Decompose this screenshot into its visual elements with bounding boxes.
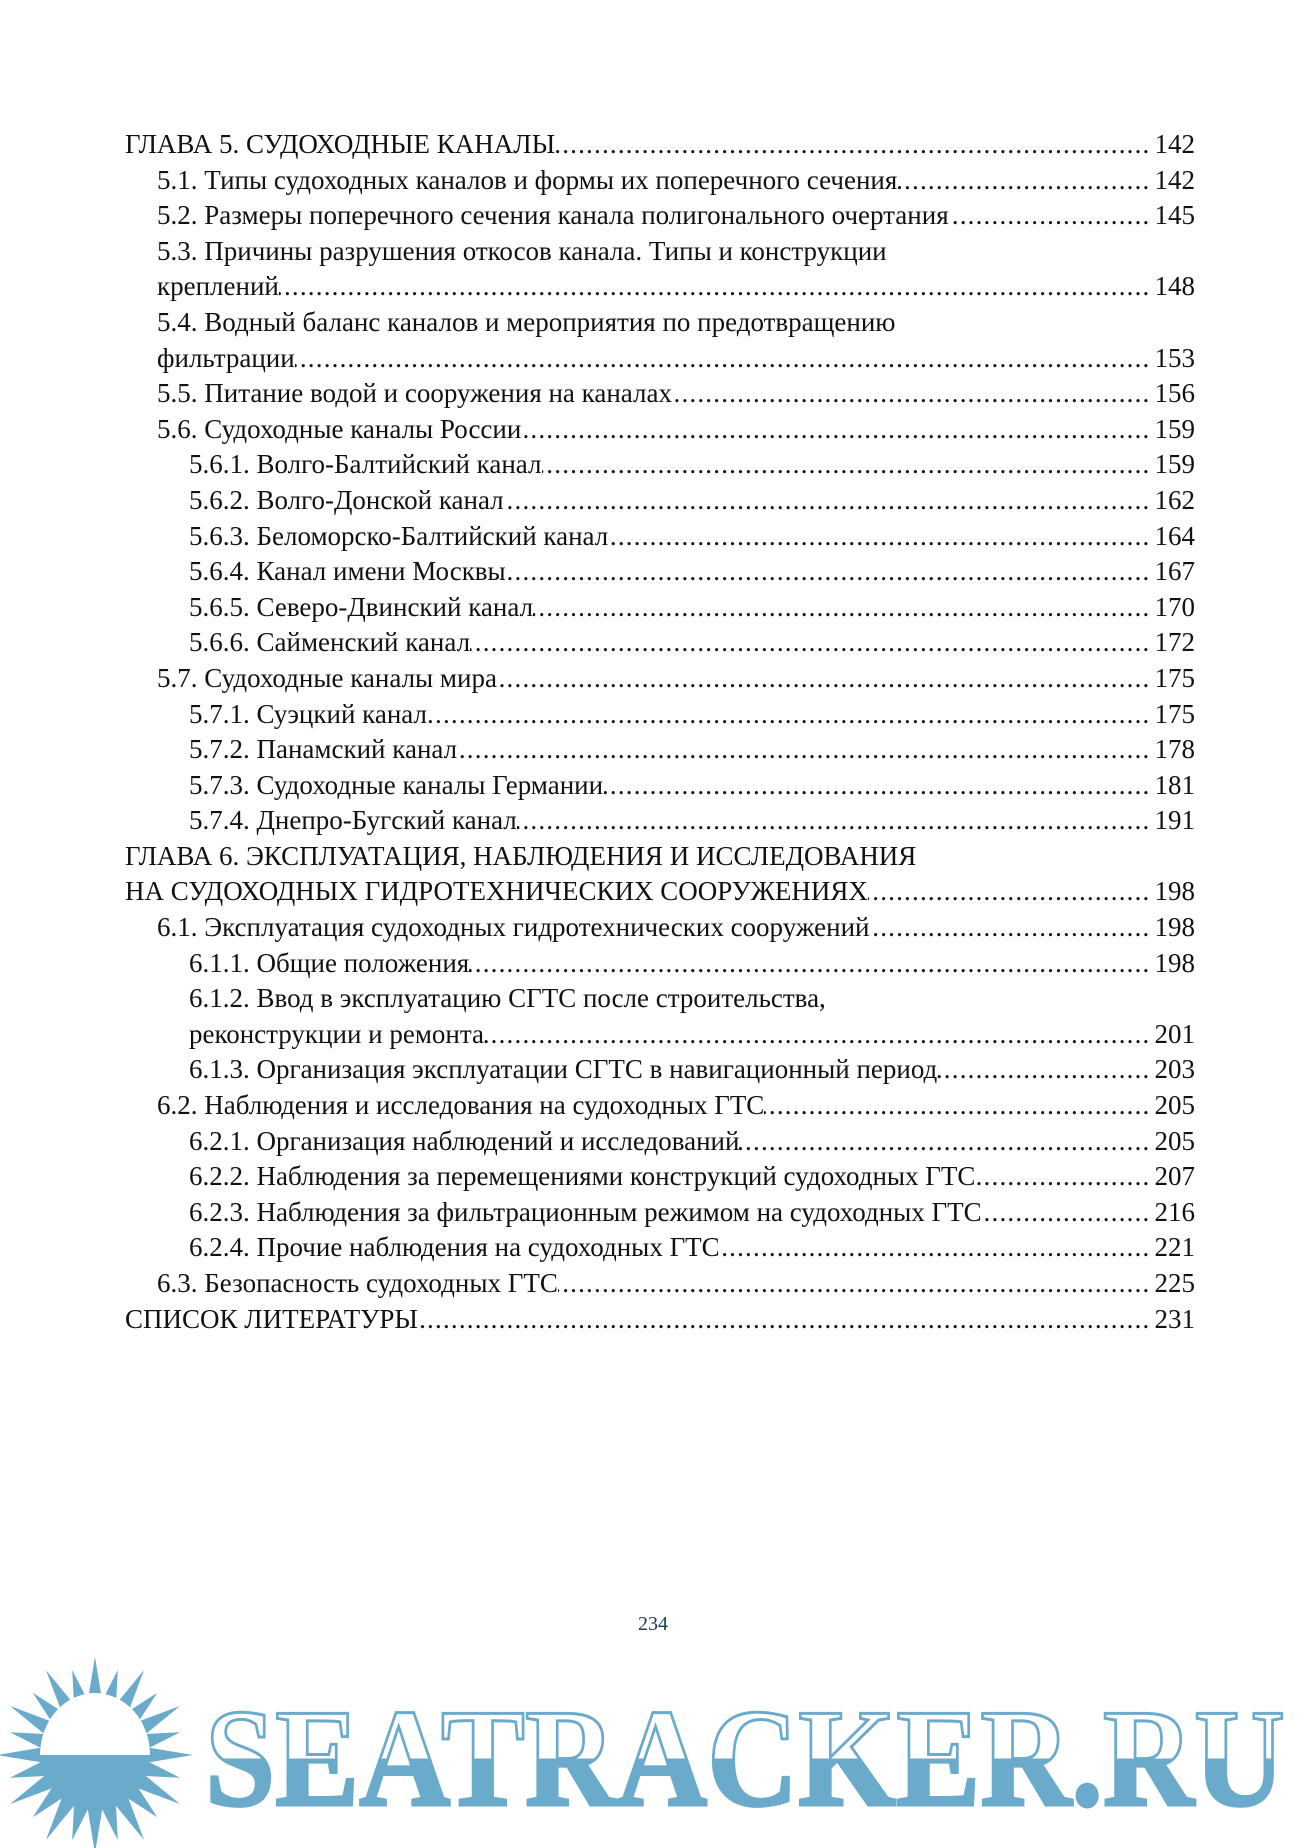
toc-entry[interactable] bbox=[125, 839, 1195, 875]
dot-leader bbox=[603, 768, 1154, 804]
toc-entry-page: 156 bbox=[1154, 378, 1195, 409]
toc-entry[interactable] bbox=[125, 376, 1195, 412]
toc-entry-page: 231 bbox=[1154, 1303, 1195, 1334]
seatracker-watermark-logo bbox=[0, 1650, 1307, 1848]
toc-entry[interactable] bbox=[125, 127, 1195, 163]
toc-entry-page: 203 bbox=[1154, 1054, 1195, 1085]
toc-entry-page: 170 bbox=[1154, 591, 1195, 622]
toc-entry-page: 216 bbox=[1154, 1196, 1195, 1227]
toc-entry[interactable] bbox=[125, 1195, 1195, 1231]
toc-entry[interactable] bbox=[125, 1088, 1195, 1124]
toc-entry-page: 172 bbox=[1154, 627, 1195, 658]
toc-entry[interactable] bbox=[125, 447, 1195, 483]
toc-entry-title: 5.7.2. Панамский канал bbox=[189, 734, 458, 765]
toc-entry[interactable] bbox=[125, 1124, 1195, 1160]
toc-entry-page: 205 bbox=[1154, 1090, 1195, 1121]
toc-entry[interactable] bbox=[125, 1302, 1195, 1338]
toc-entry[interactable] bbox=[125, 910, 1195, 946]
toc-entry[interactable] bbox=[125, 1159, 1195, 1195]
dot-leader bbox=[558, 1266, 1155, 1302]
toc-entry[interactable] bbox=[125, 981, 1195, 1017]
toc-entry[interactable] bbox=[125, 1052, 1195, 1088]
dot-leader bbox=[555, 127, 1154, 163]
toc-entry-title: креплений bbox=[157, 271, 279, 302]
toc-entry-page: 145 bbox=[1154, 200, 1195, 231]
sun-icon bbox=[0, 1657, 193, 1848]
toc-entry[interactable] bbox=[125, 412, 1195, 448]
dot-leader bbox=[949, 198, 1155, 234]
toc-entry-page: 198 bbox=[1154, 912, 1195, 943]
dot-leader bbox=[869, 910, 1154, 946]
toc-entry-title: 5.3. Причины разрушения откосов канала. Типы и конструкции bbox=[157, 235, 887, 266]
dot-leader bbox=[982, 1195, 1155, 1231]
toc-entry-page: 201 bbox=[1154, 1018, 1195, 1049]
toc-entry-title: ГЛАВА 5. СУДОХОДНЫЕ КАНАЛЫ bbox=[125, 129, 556, 159]
toc-entry[interactable] bbox=[125, 483, 1195, 519]
toc-entry[interactable] bbox=[125, 554, 1195, 590]
toc-entry[interactable] bbox=[125, 1230, 1195, 1266]
toc-entry-title: 5.6. Судоходные каналы России bbox=[157, 413, 522, 444]
toc-entry-title: 6.2.2. Наблюдения за перемещениями конструкций судоходных ГТС bbox=[189, 1161, 976, 1192]
toc-entry-page: 198 bbox=[1154, 876, 1195, 907]
dot-leader bbox=[506, 554, 1155, 590]
toc-entry[interactable] bbox=[125, 946, 1195, 982]
toc-entry[interactable] bbox=[125, 519, 1195, 555]
toc-entry-page: 181 bbox=[1154, 769, 1195, 800]
dot-leader bbox=[542, 447, 1155, 483]
toc-entry-title: ГЛАВА 6. ЭКСПЛУАТАЦИЯ, НАБЛЮДЕНИЯ И ИССЛЕДОВАНИЯ bbox=[125, 840, 917, 871]
toc-entry-title: 5.1. Типы судоходных каналов и формы их поперечного сечения bbox=[157, 164, 898, 195]
toc-entry-page: 142 bbox=[1154, 164, 1195, 195]
toc-entry-title: 5.7.3. Судоходные каналы Германии bbox=[189, 769, 604, 800]
toc-entry-title: 5.7. Судоходные каналы мира bbox=[157, 662, 497, 693]
dot-leader bbox=[484, 1017, 1155, 1053]
dot-leader bbox=[418, 1302, 1155, 1338]
dot-leader bbox=[739, 1124, 1154, 1160]
dot-leader bbox=[764, 1088, 1154, 1124]
dot-leader bbox=[457, 732, 1154, 768]
dot-leader bbox=[672, 376, 1155, 412]
toc-entry-title: НА СУДОХОДНЫХ ГИДРОТЕХНИЧЕСКИХ СООРУЖЕНИЯХ bbox=[125, 876, 868, 907]
toc-entry-page: 191 bbox=[1154, 805, 1195, 836]
toc-entry[interactable] bbox=[125, 732, 1195, 768]
watermark-text: SEATRACKER.RU bbox=[205, 1681, 1285, 1836]
dot-leader bbox=[497, 661, 1155, 697]
toc-entry-title: 5.6.3. Беломорско-Балтийский канал bbox=[189, 520, 609, 551]
toc-entry-title: 6.1.3. Организация эксплуатации СГТС в навигационный период bbox=[189, 1054, 938, 1085]
dot-leader bbox=[517, 803, 1155, 839]
toc-entry[interactable] bbox=[125, 661, 1195, 697]
toc-entry-page: 153 bbox=[1154, 342, 1195, 373]
toc-entry-title: 5.6.5. Северо-Двинский канал bbox=[189, 591, 534, 622]
toc-entry-title: 5.4. Водный баланс каналов и мероприятия по предотвращению bbox=[157, 306, 896, 337]
toc-entry-title: СПИСОК ЛИТЕРАТУРЫ bbox=[125, 1303, 418, 1334]
toc-entry[interactable] bbox=[125, 198, 1195, 234]
toc-entry-title: 6.1.2. Ввод в эксплуатацию СГТС после строительства, bbox=[189, 983, 826, 1014]
dot-leader bbox=[427, 697, 1155, 733]
toc-entry-title: 6.1.1. Общие положения bbox=[189, 947, 470, 978]
toc-entry-page: 175 bbox=[1154, 698, 1195, 729]
toc-entry-title: 6.2.1. Организация наблюдений и исследований bbox=[189, 1125, 740, 1156]
toc-entry-continuation[interactable] bbox=[125, 341, 1195, 377]
toc-entry-title: 6.2.3. Наблюдения за фильтрационным режимом на судоходных ГТС bbox=[189, 1196, 982, 1227]
toc-entry[interactable] bbox=[125, 803, 1195, 839]
dot-leader bbox=[608, 519, 1154, 555]
toc-entry-title: 6.3. Безопасность судоходных ГТС bbox=[157, 1268, 558, 1298]
dot-leader bbox=[469, 946, 1154, 982]
toc-entry[interactable] bbox=[125, 697, 1195, 733]
toc-entry-title: 5.7.4. Днепро-Бугский канал bbox=[189, 805, 517, 836]
toc-entry-page: 142 bbox=[1154, 129, 1195, 159]
dot-leader bbox=[868, 874, 1155, 910]
toc-entry-page: 164 bbox=[1154, 520, 1195, 551]
toc-entry-page: 221 bbox=[1154, 1232, 1195, 1263]
toc-entry-page: 159 bbox=[1154, 449, 1195, 480]
page-number: 234 bbox=[638, 1613, 668, 1635]
dot-leader bbox=[975, 1159, 1154, 1195]
toc-entry[interactable] bbox=[125, 163, 1195, 199]
toc-entry-title: 5.7.1. Суэцкий канал bbox=[189, 698, 427, 729]
dot-leader bbox=[504, 483, 1155, 519]
toc-entry-title: 5.6.1. Волго-Балтийский канал bbox=[189, 449, 542, 480]
toc-entry-title: 5.2. Размеры поперечного сечения канала полигонального очертания bbox=[157, 200, 949, 231]
dot-leader bbox=[720, 1230, 1155, 1266]
toc-entry[interactable] bbox=[125, 305, 1195, 341]
toc-entry[interactable] bbox=[125, 768, 1195, 804]
toc-entry[interactable] bbox=[125, 625, 1195, 661]
toc-entry[interactable] bbox=[125, 590, 1195, 626]
toc-entry-page: 148 bbox=[1154, 271, 1195, 302]
table-of-contents bbox=[125, 127, 1195, 1337]
dot-leader bbox=[897, 163, 1154, 199]
toc-entry-page: 198 bbox=[1154, 947, 1195, 978]
toc-entry[interactable] bbox=[125, 1266, 1195, 1302]
toc-entry-page: 167 bbox=[1154, 556, 1195, 587]
toc-entry-title: 6.2. Наблюдения и исследования на судоходных ГТС bbox=[157, 1090, 765, 1121]
dot-leader bbox=[533, 590, 1154, 626]
toc-entry-title: фильтрации bbox=[157, 342, 295, 373]
toc-entry-title: 5.6.2. Волго-Донской канал bbox=[189, 484, 504, 515]
toc-entry-title: 5.6.6. Сайменский канал bbox=[189, 627, 471, 658]
toc-entry-page: 225 bbox=[1154, 1268, 1195, 1298]
dot-leader bbox=[521, 412, 1154, 448]
dot-leader bbox=[295, 341, 1155, 377]
dot-leader bbox=[937, 1052, 1154, 1088]
toc-entry-page: 205 bbox=[1154, 1125, 1195, 1156]
toc-entry-title: 6.2.4. Прочие наблюдения на судоходных ГТС bbox=[189, 1232, 720, 1263]
toc-entry-title: 5.6.4. Канал имени Москвы bbox=[189, 556, 506, 587]
toc-entry-page: 175 bbox=[1154, 662, 1195, 693]
dot-leader bbox=[279, 269, 1155, 305]
toc-entry-title: 5.5. Питание водой и сооружения на каналах bbox=[157, 378, 672, 409]
toc-entry-page: 159 bbox=[1154, 413, 1195, 444]
toc-entry-page: 207 bbox=[1154, 1161, 1195, 1192]
dot-leader bbox=[470, 625, 1154, 661]
toc-entry-page: 162 bbox=[1154, 484, 1195, 515]
toc-entry-title: 6.1. Эксплуатация судоходных гидротехнических сооружений bbox=[157, 912, 870, 943]
toc-entry-continuation[interactable] bbox=[125, 269, 1195, 305]
toc-entry-continuation[interactable] bbox=[125, 1017, 1195, 1053]
toc-entry[interactable] bbox=[125, 234, 1195, 270]
toc-entry-page: 178 bbox=[1154, 734, 1195, 765]
toc-entry-title: реконструкции и ремонта bbox=[189, 1018, 484, 1049]
toc-entry-continuation[interactable] bbox=[125, 874, 1195, 910]
